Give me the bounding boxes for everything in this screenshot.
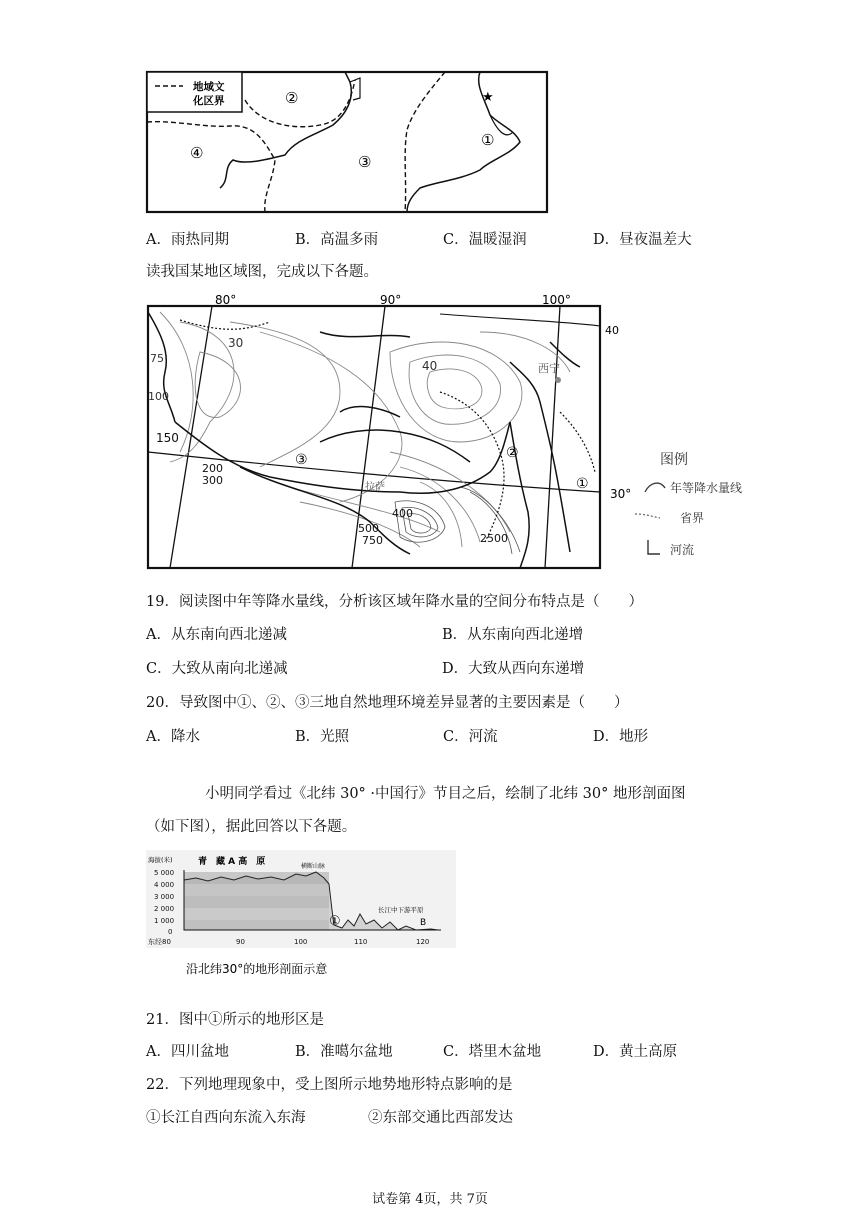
y-tick-1000: 1 000 [154,917,175,925]
y-axis-title: 海拔(米) [148,856,173,864]
legend-line-2: 化区界 [193,95,225,107]
terrain-profile-figure [146,850,456,980]
lon-label-90: 90° [380,293,402,307]
q22-item-1: ①长江自西向东流入东海 [146,1110,306,1126]
x-tick-100: 100 [294,938,308,946]
y-tick-4000: 4 000 [154,881,175,889]
legend-isohyet-icon [645,483,665,492]
q20-option-c: C．河流 [443,729,498,745]
x-tick-120: 120 [416,938,430,946]
isohyet-label-2500: 2500 [480,532,508,545]
marker-b: B [420,918,427,928]
legend-line-1: 地域文 [193,81,225,93]
isohyet-label-200: 200 [202,462,223,475]
q20-option-b: B．光照 [295,729,350,745]
isohyet-label-30: 30 [228,336,244,350]
lat-label-30: 30° [610,487,632,501]
legend-border-label: 省界 [680,511,705,525]
intro-region-map: 读我国某地区域图，完成以下各题。 [146,264,378,280]
precipitation-map [140,292,790,574]
q20-option-d: D．地形 [593,729,649,745]
x-tick-90: 90 [236,938,245,946]
legend-border-icon [635,514,660,518]
x-tick-110: 110 [354,938,368,946]
lon-label-100: 100° [542,293,571,307]
q22-stem: 22．下列地理现象中，受上图所示地势地形特点影响的是 [146,1077,513,1093]
cultural-region-map [145,70,550,215]
q21-option-d: D．黄土高原 [593,1044,678,1060]
site-label-2: ② [506,445,519,461]
region-label-4: ④ [190,144,204,162]
city-xining: 西宁 [538,362,560,375]
lat-label-40: 40 [605,324,619,337]
plain-label: 长江中下游平原 [378,906,424,914]
isohyet-label-750: 750 [362,534,383,547]
intro-profile-line-2: （如下图），据此回答以下各题。 [146,819,357,835]
isohyet-label-500: 500 [358,522,379,535]
isohyet-label-400: 400 [392,507,413,520]
capital-star-icon: ★ [482,90,494,105]
q18-option-d: D．昼夜温差大 [593,232,692,248]
intro-profile-line-1: 小明同学看过《北纬 30° ·中国行》节目之后，绘制了北纬 30° 地形剖面图 [205,786,686,802]
legend-isohyet-label: 年等降水量线 [670,481,743,495]
q19-option-a: A．从东南向西北递减 [146,627,287,643]
q20-option-a: A．降水 [146,729,200,745]
city-xining-dot-icon [555,377,561,383]
region-label-2: ② [285,89,299,107]
y-tick-5000: 5 000 [154,869,175,877]
marker-1: ① [329,914,341,929]
plateau-label: 青 藏 A 高 原 [198,857,266,867]
isohyet-label-300: 300 [202,474,223,487]
legend-river-label: 河流 [670,543,695,557]
q19-option-c: C．大致从南向北递减 [146,661,288,677]
q18-option-b: B．高温多雨 [295,232,379,248]
q18-option-a: A．雨热同期 [146,232,229,248]
site-label-3: ③ [295,452,308,468]
page-footer: 试卷第 4页，共 7页 [372,1192,488,1207]
profile-caption: 沿北纬30°的地形剖面示意 [186,962,328,976]
q21-stem: 21．图中①所示的地形区是 [146,1012,324,1028]
mountain-label: 横断山脉 [301,863,326,870]
q20-stem: 20．导致图中①、②、③三地自然地理环境差异显著的主要因素是（ ） [146,695,629,711]
q19-stem: 19．阅读图中年等降水量线，分析该区域年降水量的空间分布特点是（ ） [146,594,643,610]
region-label-3: ③ [358,153,372,171]
site-label-1: ① [576,476,589,492]
q21-option-a: A．四川盆地 [146,1044,229,1060]
q18-option-c: C．温暖湿润 [443,232,527,248]
city-lhasa: 拉萨 [365,482,385,493]
isohyet-label-150: 150 [156,431,179,445]
legend-river-icon [648,540,660,554]
isohyet-label-40: 40 [422,359,438,373]
x-tick-80: 80 [162,938,171,946]
y-tick-2000: 2 000 [154,905,175,913]
region-label-1: ① [481,131,495,149]
q21-option-b: B．准噶尔盆地 [295,1044,393,1060]
isohyet-label-75: 75 [150,352,164,365]
isohyet-label-100: 100 [148,390,169,403]
q19-option-d: D．大致从西向东递增 [442,661,585,677]
y-tick-3000: 3 000 [154,893,175,901]
lon-label-80: 80° [215,293,237,307]
y-tick-0: 0 [168,928,173,936]
q19-option-b: B．从东南向西北递增 [442,627,584,643]
q22-item-2: ②东部交通比西部发达 [368,1110,513,1126]
map-legend-title: 图例 [660,452,688,468]
q21-option-c: C．塔里木盆地 [443,1044,542,1060]
x-axis-title: 东经 [148,938,162,946]
